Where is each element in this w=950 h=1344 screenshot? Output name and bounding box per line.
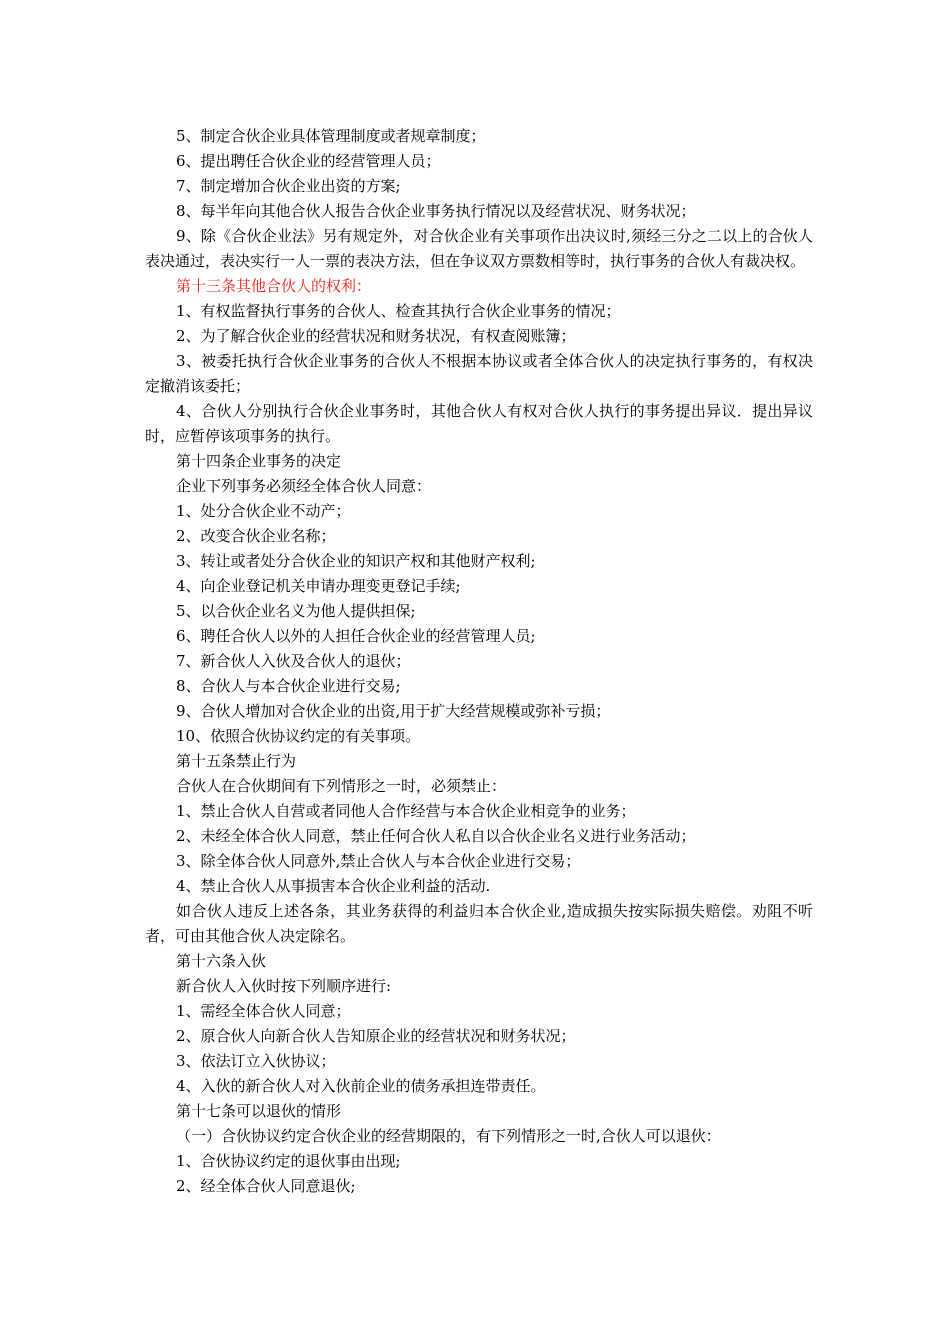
paragraph: 2、未经全体合伙人同意，禁止任何合伙人私自以合伙企业名义进行业务活动； <box>176 827 696 845</box>
paragraph: 5、制定合伙企业具体管理制度或者规章制度； <box>176 127 486 145</box>
paragraph: 9、除《合伙企业法》另有规定外，对合伙企业有关事项作出决议时,须经三分之二以上的合伙人表决通过，表决实行一人一票的表决方法，但在争议双方票数相等时，执行事务的合伙人有裁决权。 <box>145 227 813 270</box>
paragraph: 8、每半年向其他合伙人报告合伙企业事务执行情况以及经营状况、财务状况； <box>176 202 696 220</box>
paragraph: 3、转让或者处分合伙企业的知识产权和其他财产权利; <box>176 552 536 570</box>
paragraph: 4、合伙人分别执行合伙企业事务时，其他合伙人有权对合伙人执行的事务提出异议．提出异议时，应暂停该项事务的执行。 <box>145 402 813 445</box>
paragraph: 2、经全体合伙人同意退伙; <box>176 1177 356 1195</box>
paragraph: 3、除全体合伙人同意外,禁止合伙人与本合伙企业进行交易； <box>176 852 581 870</box>
paragraph: 10、依照合伙协议约定的有关事项。 <box>176 727 421 745</box>
paragraph: 第十七条可以退伙的情形 <box>176 1102 342 1120</box>
paragraph: 3、被委托执行合伙企业事务的合伙人不根据本协议或者全体合伙人的决定执行事务的，有权决定撤消该委托； <box>145 352 813 395</box>
paragraph: 4、向企业登记机关申请办理变更登记手续; <box>176 577 461 595</box>
paragraph: 企业下列事务必须经全体合伙人同意： <box>176 477 432 495</box>
paragraph: 7、制定增加合伙企业出资的方案; <box>176 177 401 195</box>
paragraph: 第十六条入伙 <box>176 952 267 970</box>
paragraph: 2、为了解合伙企业的经营状况和财务状况，有权查阅账簿； <box>176 327 576 345</box>
paragraph: 6、提出聘任合伙企业的经营管理人员； <box>176 152 441 170</box>
paragraph: 1、禁止合伙人自营或者同他人合作经营与本合伙企业相竞争的业务； <box>176 802 636 820</box>
paragraph: 1、处分合伙企业不动产； <box>176 502 351 520</box>
paragraph: 4、禁止合伙人从事损害本合伙企业利益的活动. <box>176 877 491 895</box>
paragraph: 1、需经全体合伙人同意； <box>176 1002 351 1020</box>
paragraph: 6、聘任合伙人以外的人担任合伙企业的经营管理人员; <box>176 627 536 645</box>
paragraph: 第十五条禁止行为 <box>176 752 297 770</box>
paragraph: 1、有权监督执行事务的合伙人、检查其执行合伙企业事务的情况； <box>176 302 621 320</box>
paragraph: 7、新合伙人入伙及合伙人的退伙； <box>176 652 411 670</box>
paragraph: 2、原合伙人向新合伙人告知原企业的经营状况和财务状况； <box>176 1027 576 1045</box>
document-body <box>145 124 813 1199</box>
paragraph: （一）合伙协议约定合伙企业的经营期限的，有下列情形之一时,合伙人可以退伙： <box>176 1127 721 1145</box>
paragraph: 4、入伙的新合伙人对入伙前企业的债务承担连带责任。 <box>176 1077 546 1095</box>
section-heading: 第十三条其他合伙人的权利： <box>176 277 372 295</box>
paragraph: 9、合伙人增加对合伙企业的出资,用于扩大经营规模或弥补亏损； <box>176 702 611 720</box>
paragraph: 如合伙人违反上述各条，其业务获得的利益归本合伙企业,造成损失按实际损失赔偿。劝阻不听者，可由其他合伙人决定除名。 <box>145 902 813 945</box>
paragraph: 1、合伙协议约定的退伙事由出现; <box>176 1152 401 1170</box>
paragraph: 合伙人在合伙期间有下列情形之一时，必须禁止： <box>176 777 507 795</box>
paragraph: 新合伙人入伙时按下列顺序进行: <box>176 977 392 995</box>
paragraph: 3、依法订立入伙协议； <box>176 1052 336 1070</box>
paragraph: 8、合伙人与本合伙企业进行交易; <box>176 677 401 695</box>
paragraph: 5、以合伙企业名义为他人提供担保; <box>176 602 416 620</box>
paragraph: 第十四条企业事务的决定 <box>176 452 342 470</box>
paragraph: 2、改变合伙企业名称； <box>176 527 336 545</box>
